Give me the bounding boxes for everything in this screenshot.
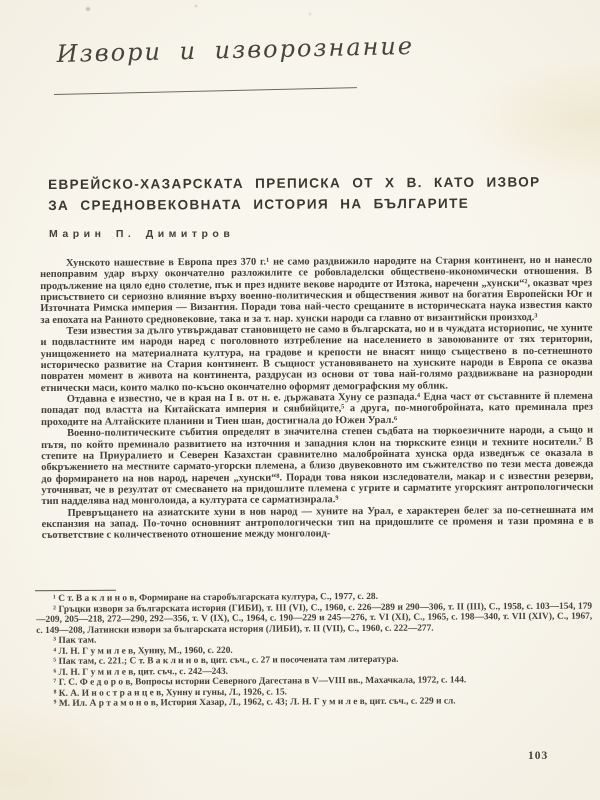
article-title-line: ЗА СРЕДНОВЕКОВНАТА ИСТОРИЯ НА БЪЛГАРИТЕ: [48, 195, 470, 213]
footnote: ⁴ Л. Н. Г у м и л е в, Хунну, М., 1960, с. 220.: [53, 645, 233, 657]
body-paragraph: Превръщането на азиатските хуни в нов народ — хуните на Урал, е характерен белег за по-сетнешната им експанзия на запад. По-точно основният антропологически тип на придошлите се променя и тази промяна е в съответствие с количественото отношение между монголоид-: [41, 504, 594, 542]
article-body: [40, 255, 594, 542]
article-title: [48, 171, 578, 216]
body-paragraph: Отдавна е известно, че в края на I в. от н. е. държавата Хуну се разпада.⁴ Една част от съставните й племена попадат под властта на Китайската империя и сянбийците,⁵ а друга, по-многобройната, като преминала през проходите на Алтайските планини и Тиен шан, достигнала до Южен Урал.⁶: [40, 390, 593, 428]
page-number: 103: [528, 750, 549, 762]
footnote: ⁷ Г. С. Ф е д о р о в, Вопросы истории Северного Дагестана в V—VIII вв., Махачкала, 1972, с. 144.: [53, 675, 467, 689]
footnote: ³ Пак там.: [53, 635, 97, 647]
footnote: ² Гръцки извори за българската история (ГИБИ), т. III (VI), С., 1960, с. 226—289 и 290—306, т. II (III), С., 1958, с. 103—154, 179—209, 205—218, 272—290, 292—356, т. V (IX), С., 1964, с. 190—229 и 245—276, т. VI (XI), С., 1965, с. 198—340, т. VII (XIV), С., 1967, с. 149—208, Латински извори за българската история (ЛИБИ), т. II (VII), С., 1960, с. 222—277.: [36, 601, 593, 636]
footnote-separator: [35, 590, 116, 592]
body-paragraph: Хунското нашествие в Европа през 370 г.¹ не само раздвижило народите на Стария континент, но и нанесло непоправим удар върху окончателно разложилите се робовладелски обществено-икономически отношения. В продължение на цяло едно столетие, пък и през идните векове народите от Изтока, наречени „хунски“², оказват чрез присъствието си сериозно влияние върху военно-политическия и обществения живот на богатия Европейски Юг и Източната Римска империя — Византия. Поради това най-често срещаните в историческата наука известия както за епохата на Ранното средновековие, така и за т. нар. хунски народи са главно от византийски произход.³: [40, 254, 593, 326]
article-title-line: ЕВРЕЙСКО-ХАЗАРСКАТА ПРЕПИСКА ОТ X В. КАТО ИЗВОР: [48, 174, 541, 192]
footnote: ⁹ М. Ил. А р т а м о н о в, История Хазар, Л., 1962, с. 43; Л. Н. Г у м и л е в, цит. съч., с. 229 и сл.: [53, 696, 456, 710]
body-paragraph: Тези известия за дълго утвърждават становището не само в българската, но и в чуждата историопис, че хуните и подвластните им народи наред с поголовното изтребление на населението в завоюваните от тях територии, унищожението на материалната култура, на градове и крепости не внасят нищо съществено в по-сетнешното историческо развитие на Стария континент. В същност установяването на хунските народи в Европа се оказва повратен момент в живота на континента, раздрусан из основи от това най-голямо раздвижване на разнородни етнически маси, които малко по-късно окончателно оформят демографския му облик.: [40, 322, 593, 394]
article-author: Марин П. Димитров: [49, 228, 235, 240]
section-heading-underline: [54, 87, 357, 95]
body-paragraph: Военно-политическите събития определят в значителна степен съдбата на тюркоезичните народи, а също и пътя, по който преминало развитието на източния и западния клон на тюркските езици и техните носители.⁷ В степите на Приуралието и Северен Казахстан сравнително малобройната хунска орда изведнъж се оказала в обкръжението на местните сармато-угорски племена, а близо двувековното им съжителство по тези места довежда до формирането на нов народ, наречен „хунски“⁸. Поради това някои изследователи, макар и с известни резерви, уточняват, че в резултат от смесването на придошлите племена с угрите и сарматите угорският антропологически тип надделява над монголоида, а културата се сарматизирала.⁹: [41, 424, 594, 508]
footnotes-block: [36, 591, 593, 710]
footnote: ⁸ К. А. И н о с т р а н ц е в, Хунну и гуны, Л., 1926, с. 15.: [53, 687, 287, 699]
footnote: ⁶ Л. Н. Г у м и л е в, цит. съч., с. 242—243.: [53, 666, 229, 678]
section-heading: Извори и изворознание: [56, 31, 415, 68]
footnote: ⁵ Пак там, с. 221.; С т. В а к л и н о в, цит. съч., с. 27 и посочената там литература.: [53, 655, 399, 668]
footnote: ¹ С т. В а к л и н о в, Формиране на старобългарската култура, С., 1977, с. 28.: [52, 591, 378, 604]
